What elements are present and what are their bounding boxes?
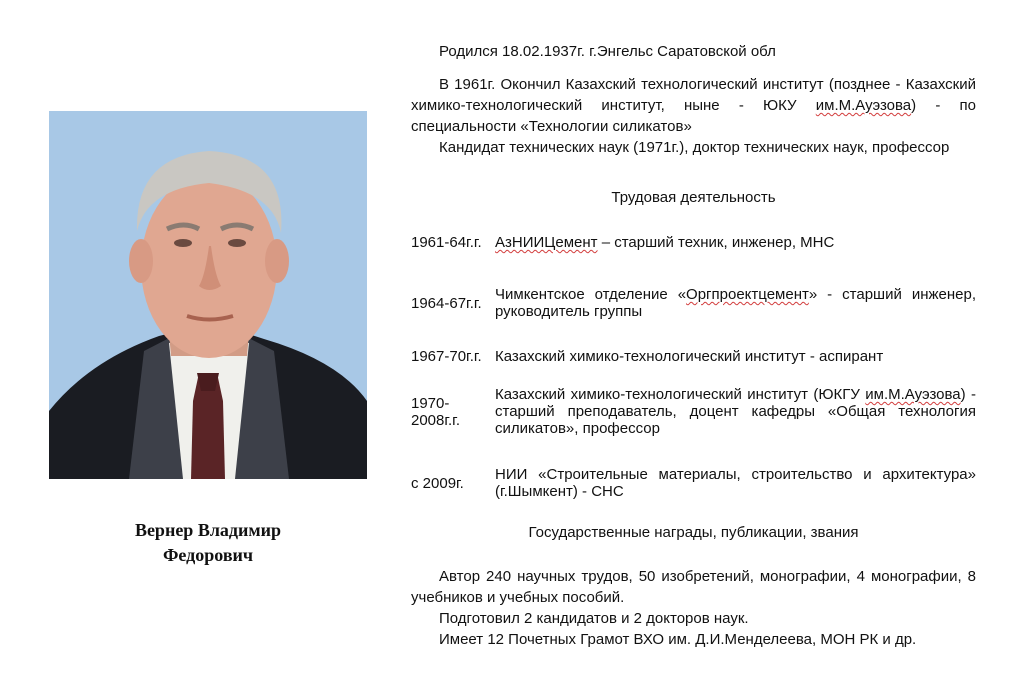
- work-years: с 2009г.: [411, 474, 464, 492]
- work-description: Казахский химико-технологический институт - аспирант: [495, 348, 884, 365]
- awards-publications: Автор 240 научных трудов, 50 изобретений, монографии, 4 монографии, 8 учебников и учебных пособий.: [411, 568, 976, 606]
- work-row: [411, 386, 976, 437]
- awards-heading: [411, 522, 976, 543]
- education-specialty: ) - по специальности «Технологии силикатов»: [411, 97, 976, 135]
- degree-paragraph: [411, 137, 976, 158]
- degree-text: Кандидат технических наук (1971г.), доктор технических наук, профессор: [439, 139, 950, 156]
- born-paragraph: [411, 41, 976, 62]
- work-description: АзНИИЦемент – старший техник, инженер, МНС: [495, 234, 835, 251]
- work-heading-text: Трудовая деятельность: [611, 189, 776, 206]
- awards-students: Подготовил 2 кандидатов и 2 докторов наук.: [439, 610, 749, 627]
- work-row: [411, 466, 976, 500]
- work-org-link: Оргпроектцемент: [686, 286, 809, 303]
- work-years: 1967-70г.г.: [411, 348, 482, 365]
- awards-paragraph: [411, 566, 976, 650]
- work-row: [411, 348, 976, 365]
- work-row: [411, 234, 976, 251]
- education-text: В 1961г. Окончил Казахский технологический институт (позднее - Казахский химико-технологический институт, ныне - ЮКУ: [411, 76, 976, 114]
- person-name: [49, 518, 367, 568]
- person-name-line1: Вернер Владимир: [134, 520, 282, 540]
- work-description: НИИ «Строительные материалы, строительство и архитектура» (г.Шымкент) - СНС: [495, 466, 976, 500]
- portrait-photo: [49, 111, 367, 479]
- education-university-link: им.М.Ауэзова: [815, 97, 912, 114]
- work-description: Казахский химико-технологический институт (ЮКГУ им.М.Ауэзова) - старший преподаватель, доцент кафедры «Общая технология силикатов», профессор: [495, 386, 976, 437]
- work-org-link: им.М.Ауэзова: [865, 386, 961, 403]
- born-text: Родился 18.02.1937г. г.Энгельс Саратовской обл: [439, 43, 776, 60]
- education-paragraph: [411, 74, 976, 137]
- work-org-link: АзНИИЦемент: [495, 234, 598, 251]
- work-years: 1964-67г.г.: [411, 294, 482, 312]
- work-years: 1961-64г.г.: [411, 234, 482, 251]
- work-heading: [411, 187, 976, 208]
- work-years: 1970-2008г.г.: [411, 394, 460, 429]
- awards-honors: Имеет 12 Почетных Грамот ВХО им. Д.И.Менделеева, МОН РК и др.: [439, 631, 917, 648]
- work-row: [411, 286, 976, 320]
- awards-heading-text: Государственные награды, публикации, звания: [528, 524, 859, 541]
- person-name-line2: Федорович: [162, 545, 254, 565]
- work-description: Чимкентское отделение «Оргпроектцемент» - старший инженер, руководитель группы: [495, 286, 976, 320]
